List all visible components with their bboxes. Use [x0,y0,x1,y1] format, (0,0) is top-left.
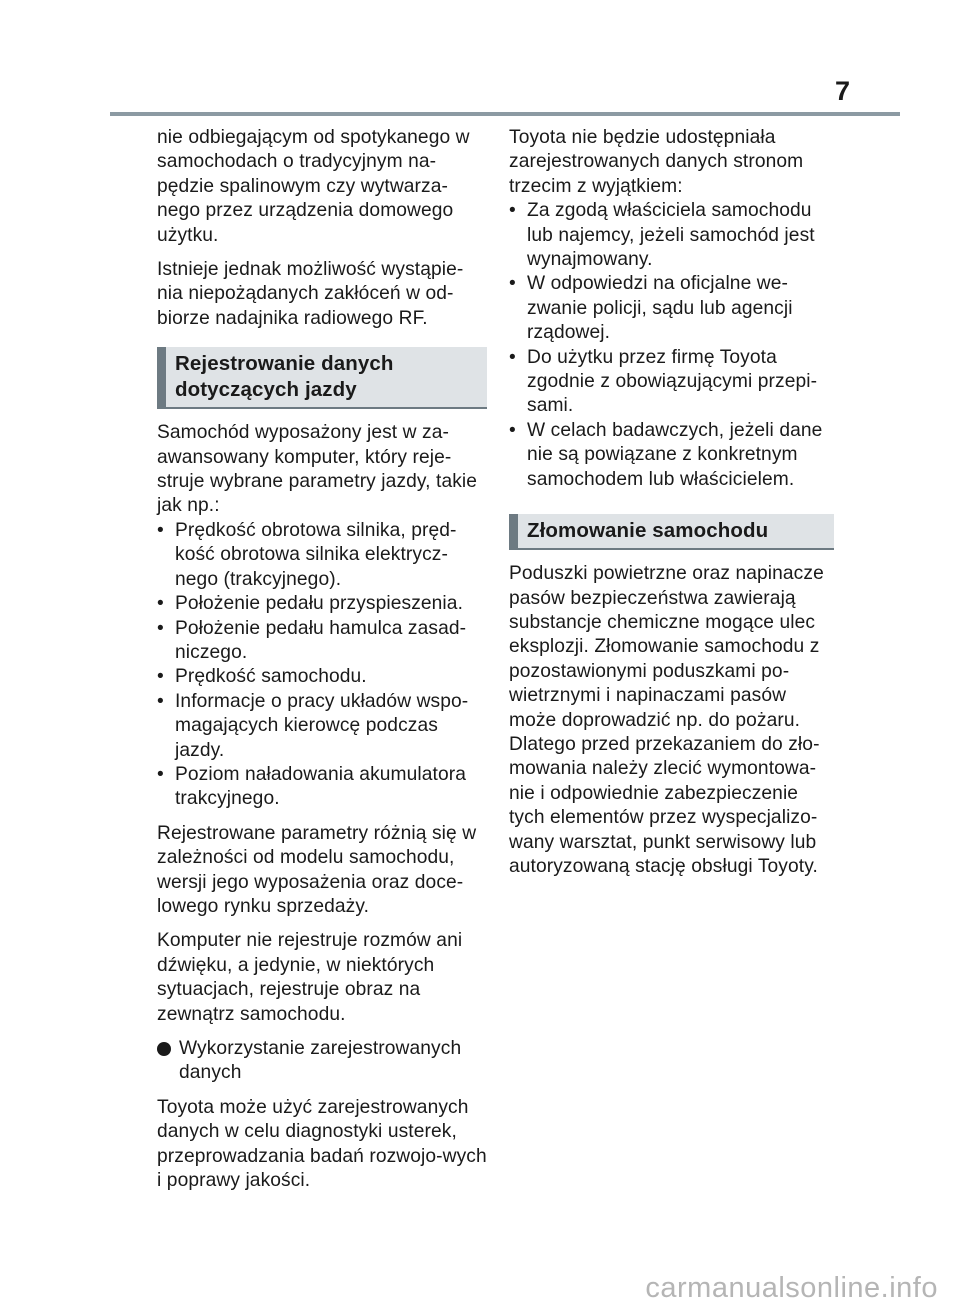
subheading-text: Wykorzystanie zarejestrowanych danych [179,1038,462,1084]
intro-paragraph-2: Istnieje jednak możliwość wystąpie-nia niepożądanych zakłóceń w od-biorze nadajnika radiowego RF. [157,259,464,329]
list-item: • Za zgodą właściciela samochodu lub najemcy, jeżeli samochód jest wynajmowany. [509,199,834,272]
right-paragraph-1: Toyota nie będzie udostępniała zarejestrowanych danych stronom trzecim z wyjątkiem: [509,127,804,197]
subheading-data-usage [157,1037,487,1086]
section-1-paragraph-3: Komputer nie rejestruje rozmów ani dźwięku, a jedynie, w niektórych sytuacjach, rejestruje obraz na zewnątrz samochodu. [157,930,463,1025]
filled-circle-icon [157,1042,171,1056]
intro-paragraph-1: nie odbiegającym od spotykanego w samochodach o tradycyjnym na-pędzie spalinowym czy wytwarza-nego przez urządzenia domowego użytku. [157,127,470,246]
left-column [157,126,487,1203]
list-item: • Informacje o pracy układów wspo-magających kierowcę podczas jazdy. [157,690,487,763]
list-item: • Położenie pedału przyspieszenia. [157,592,487,616]
list-item: • Prędkość samochodu. [157,665,487,689]
section-heading-scrapping: Złomowanie samochodu [509,514,834,550]
section-1-paragraph-1: Samochód wyposażony jest w za-awansowany komputer, który reje-struje wybrane parametry jazdy, takie jak np.: [157,422,478,517]
list-item: • Prędkość obrotowa silnika, pręd-kość obrotowa silnika elektrycz-nego (trakcyjnego). [157,519,487,592]
data-sharing-exceptions-list [509,199,834,492]
right-column [509,126,834,889]
section-2-paragraph-1: Poduszki powietrzne oraz napinacze pasów bezpieczeństwa zawierają substancje chemiczne mogące ulec eksplozji. Złomowanie samochodu z pozostawionymi poduszkami po-wietrznymi i napinaczami pasów może doprowadzić np. do pożaru. Dlatego przed przekazaniem do zło-mowania należy zlecić wymontowa-nie i odpowiednie zabezpieczenie tych elementów przez wyspecjalizo-wany warsztat, punkt serwisowy lub autoryzowaną stację obsługi Toyoty. [509,563,824,877]
list-item: • Położenie pedału hamulca zasad-niczego. [157,617,487,666]
watermark: carmanualsonline.info [645,1272,938,1304]
header-rule [110,112,900,116]
list-item: • Poziom naładowania akumulatora trakcyjnego. [157,763,487,812]
list-item: • Do użytku przez firmę Toyota zgodnie z obowiązującymi przepi-sami. [509,346,834,419]
list-item: • W odpowiedzi na oficjalne we-zwanie policji, sądu lub agencji rządowej. [509,272,834,345]
section-1-paragraph-2: Rejestrowane parametry różnią się w zależności od modelu samochodu, wersji jego wyposażenia oraz doce-lowego rynku sprzedaży. [157,822,477,917]
page-number: 7 [834,76,850,106]
list-item: • W celach badawczych, jeżeli dane nie są powiązane z konkretnym samochodem lub właścicielem. [509,419,834,492]
recorded-parameters-list [157,519,487,812]
section-1-paragraph-4: Toyota może użyć zarejestrowanych danych w celu diagnostyki usterek, przeprowadzania badań rozwojo-wych i poprawy jakości. [157,1096,487,1192]
section-heading-driving-data: Rejestrowanie danych dotyczących jazdy [157,347,487,409]
